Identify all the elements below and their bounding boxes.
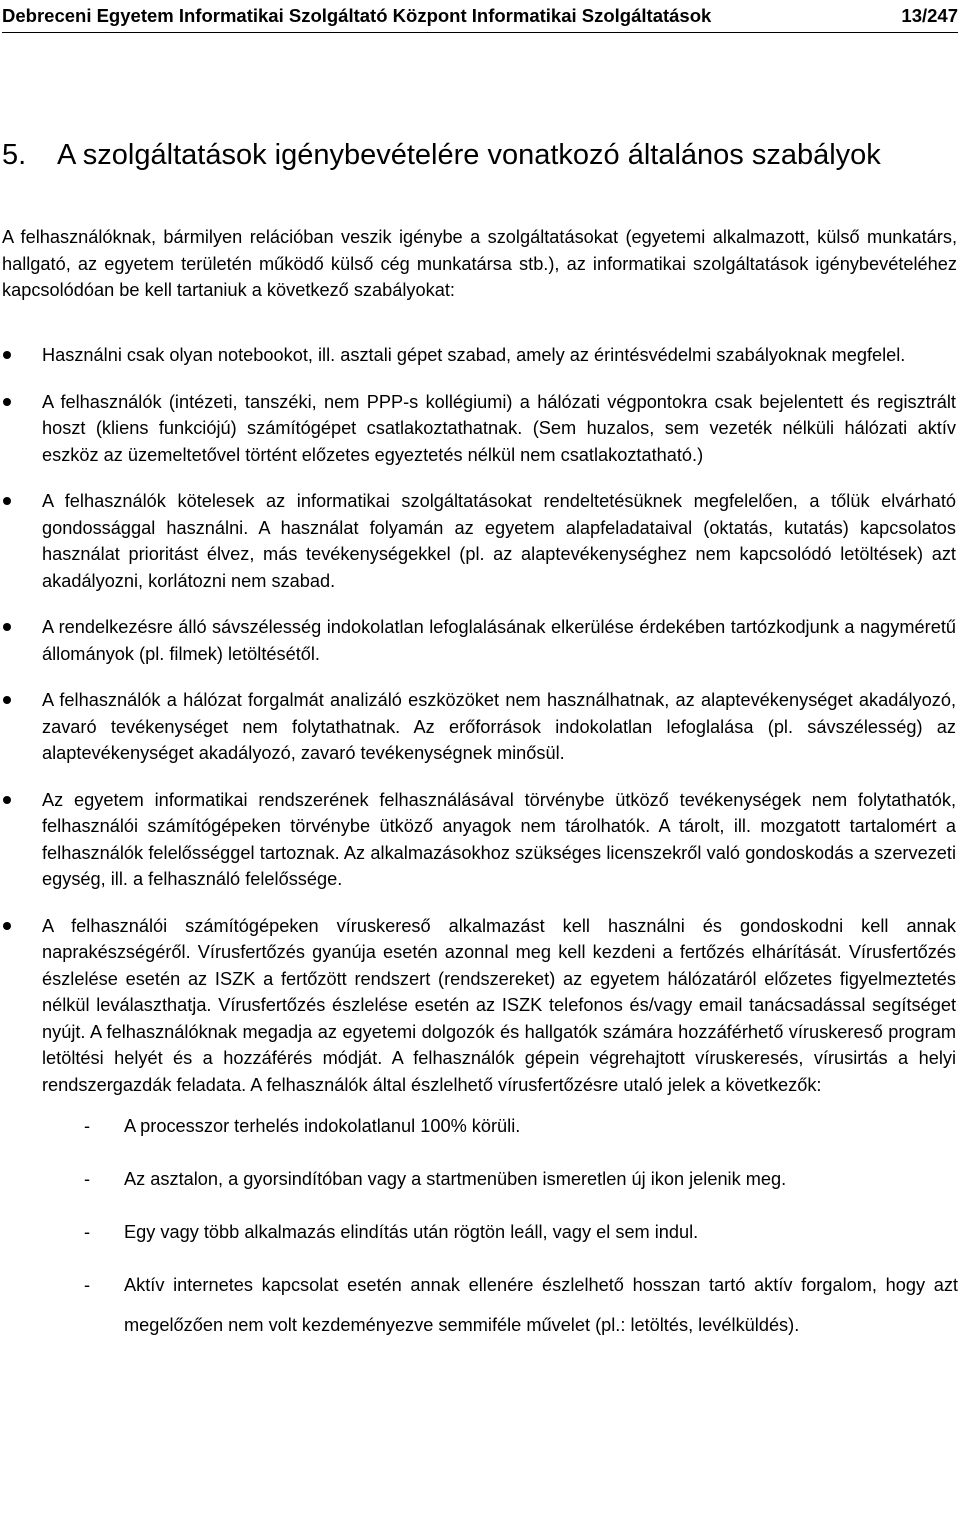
header-title: Debreceni Egyetem Informatikai Szolgáltató Központ Informatikai Szolgáltatások (2, 5, 712, 26)
rule-item (0, 389, 960, 469)
bullet-dot-icon (3, 696, 11, 704)
bullet-dot-icon (3, 922, 11, 930)
symptom-text: Az asztalon, a gyorsindítóban vagy a startmenüben ismeretlen új ikon jelenik meg. (124, 1169, 787, 1189)
bullet-dot-icon (3, 623, 11, 631)
dash-marker: - (84, 1275, 91, 1295)
rule-text: A rendelkezésre álló sávszélesség indokolatlan lefoglalásának elkerülése érdekében tartózkodjunk a nagyméretű állományok (pl. filmek) letöltésétől. (42, 617, 956, 664)
bullet-dot-icon (3, 351, 11, 359)
dash-marker: - (84, 1222, 91, 1242)
intro-paragraph: A felhasználóknak, bármilyen relációban veszik igénybe a szolgáltatásokat (egyetemi alkalmazott, külső munkatárs, hallgató, az egyetem területén működő külső cég munkatársa stb.), az informatikai szolgáltatások igénybevételéhez kapcsolódóan be kell tartaniuk a következő szabályokat: (2, 227, 957, 300)
page-number: 13/247 (901, 5, 958, 26)
page-header (2, 0, 958, 33)
symptom-item (42, 1265, 960, 1345)
section-number: 5. (2, 139, 27, 171)
symptom-item (42, 1212, 960, 1252)
rule-text: Az egyetem informatikai rendszerének felhasználásával törvénybe ütköző tevékenységek nem folytathatók, felhasználói számítógépeken törvénybe ütköző anyagok nem tárolhatók. A tárolt, ill. mozgatott tartalomért a felhasználók felelősséggel tartoznak. Az alkalmazásokhoz szükséges licenszekről való gondoskodás a szervezeti egység, ill. a felhasználó felelőssége. (42, 789, 956, 889)
rule-item (0, 342, 960, 369)
rule-item (0, 488, 960, 594)
symptom-text: A processzor terhelés indokolatlanul 100% körüli. (124, 1116, 521, 1136)
symptom-text: Aktív internetes kapcsolat esetén annak ellenére észlelhető hosszan tartó aktív forgalom, hogy azt megelőzően nem volt kezdeményezve semmiféle művelet (pl.: letöltés, levélküldés). (124, 1275, 958, 1335)
rule-text: A felhasználói számítógépeken víruskereső alkalmazást kell használni és gondoskodni kell annak naprakészségéről. Vírusfertőzés gyanúja esetén azonnal meg kell kezdeni a fertőzés elhárítását. Vírusfertőzés észlelése esetén az ISZK a fertőzött rendszert (rendszereket) az egyetem hálózatáról előzetes figyelmeztetés nélkül leválaszthatja. Vírusfertőzés észlelése esetén az ISZK telefonos és/vagy email tanácsadással segítséget nyújt. A felhasználóknak megadja az egyetemi dolgozók és hallgatók számára hozzáférhető víruskereső program letöltési helyét és a hozzáférés módját. A felhasználók gépein végrehajtott víruskeresés, vírusirtás a helyi rendszergazdák feladata. A felhasználók által észlelhető vírusfertőzésre utaló jelek a következők: (42, 915, 956, 1095)
rule-item (0, 614, 960, 667)
bullet-dot-icon (3, 497, 11, 505)
dash-marker: - (84, 1116, 91, 1136)
rule-text: A felhasználók a hálózat forgalmát analizáló eszközöket nem használhatnak, az alaptevékenységet akadályozó, zavaró tevékenységet nem folytathatnak. Az erőforrások indokolatlan lefoglalása (pl. sávszélesség) az alaptevékenységet akadályozó, zavaró tevékenységnek minősül. (42, 690, 956, 763)
rule-text: A felhasználók kötelesek az informatikai szolgáltatásokat rendeltetésüknek megfelelően, a tőlük elvárható gondossággal használni. A használat folyamán az egyetem alapfeladataival (oktatás, kutatás) kapcsolatos használat prioritást élvez, más tevékenységekkel (pl. az alaptevékenységhez nem kapcsolódó letöltések) azt akadályozni, korlátozni nem szabad. (42, 491, 956, 591)
symptom-text: Egy vagy több alkalmazás elindítás után rögtön leáll, vagy el sem indul. (124, 1222, 699, 1242)
bullet-dot-icon (3, 796, 11, 804)
symptom-item (42, 1159, 960, 1199)
dash-marker: - (84, 1169, 91, 1189)
rule-text: Használni csak olyan notebookot, ill. asztali gépet szabad, amely az érintésvédelmi szabályoknak megfelel. (42, 345, 906, 365)
virus-symptom-list (42, 1106, 960, 1345)
symptom-item (42, 1106, 960, 1146)
rule-text: A felhasználók (intézeti, tanszéki, nem PPP-s kollégiumi) a hálózati végpontokra csak bejelentett és regisztrált hoszt (kliens funkciójú) számítógépet csatlakoztathatnak. (Sem huzalos, sem vezeték nélküli hálózati aktív eszköz az üzemeltetővel történt előzetes egyeztetés nélkül nem csatlakoztatható.) (42, 391, 956, 465)
section-title: A szolgáltatások igénybevételére vonatkozó általános szabályok (57, 139, 881, 171)
rules-list (0, 342, 960, 1365)
rule-item (0, 913, 960, 1346)
rule-item (0, 687, 960, 767)
rule-item (0, 787, 960, 893)
section-heading (2, 138, 902, 173)
bullet-dot-icon (3, 398, 11, 406)
